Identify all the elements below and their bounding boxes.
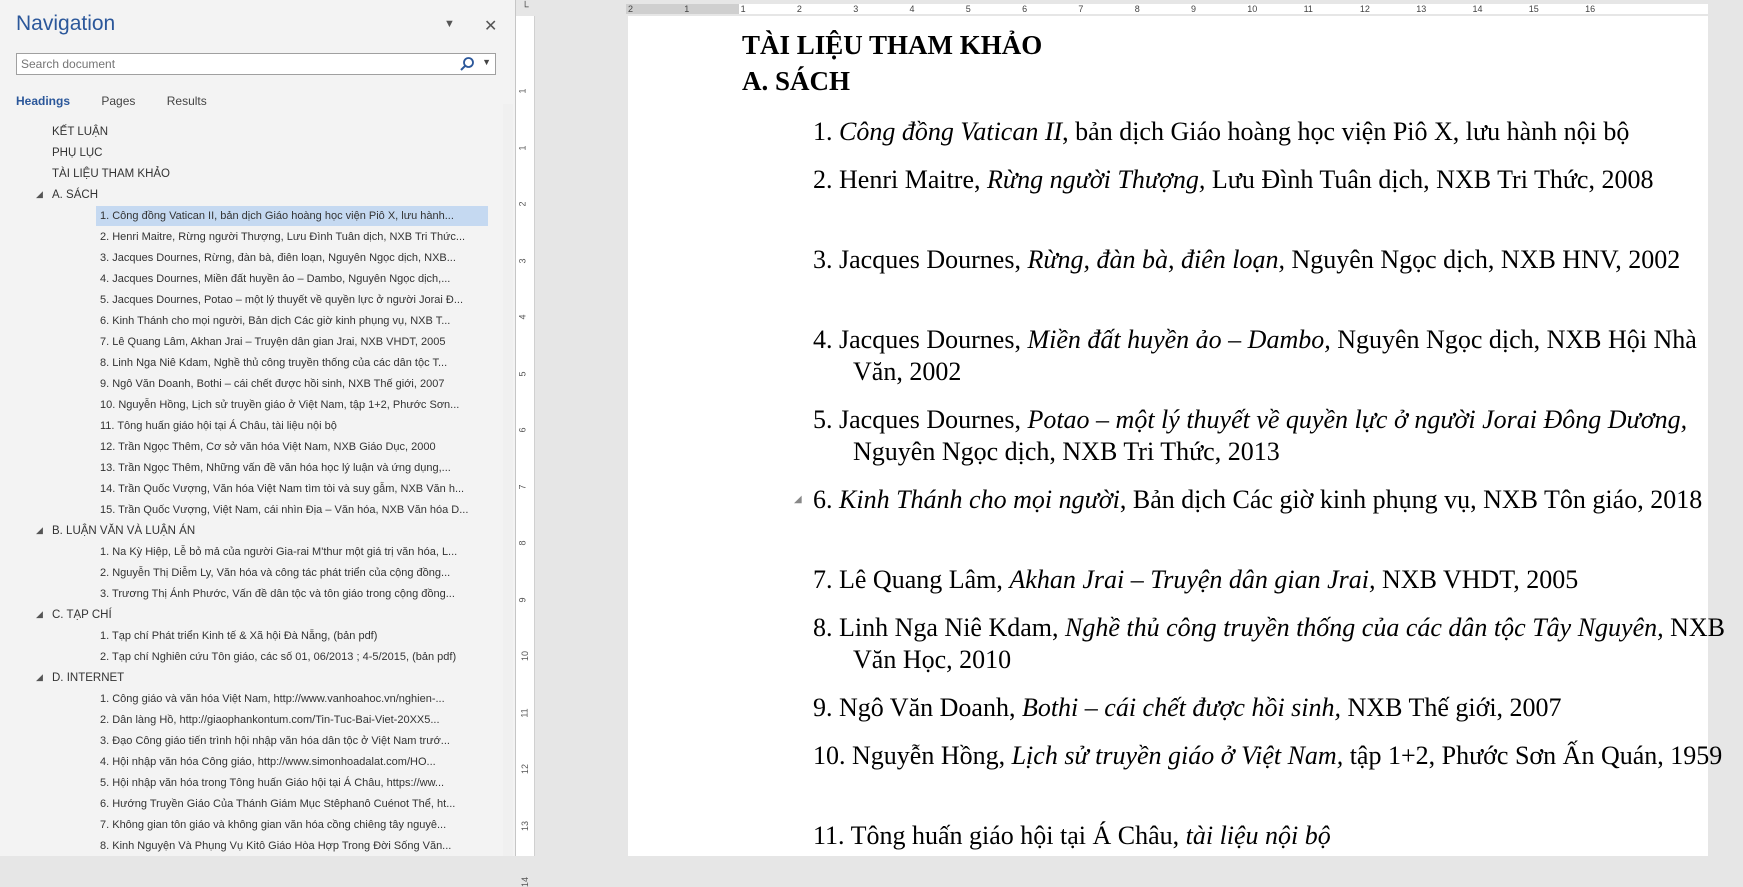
- nav-subheading-item[interactable]: 3. Đạo Công giáo tiến trình hội nhập văn hóa dân tộc ở Việt Nam trướ...: [100, 735, 450, 747]
- ruler-tick-label: 16: [1585, 4, 1596, 14]
- nav-subheading-item[interactable]: 11. Tông huấn giáo hội tại Á Châu, tài liệu nội bộ: [100, 420, 337, 432]
- nav-subheading-item[interactable]: 7. Không gian tôn giáo và không gian văn hóa cồng chiêng tây nguyê...: [100, 819, 447, 831]
- reference-entry: [813, 164, 1743, 196]
- ruler-tick-label: 1: [740, 4, 746, 14]
- nav-subheading-item[interactable]: 2. Dân làng Hồ, http://giaophankontum.com/Tin-Tuc-Bai-Viet-20XX5...: [100, 714, 440, 726]
- navigation-pane: [0, 0, 516, 856]
- ruler-tick-label: 12: [1359, 4, 1370, 14]
- nav-subheading-item[interactable]: 7. Lê Quang Lâm, Akhan Jrai – Truyện dân gian Jrai, NXB VHDT, 2005: [100, 336, 446, 348]
- reference-title: Potao – một lý thuyết về quyền lực ở người Jorai Đông Dương,: [1027, 405, 1688, 434]
- ruler-text-area: [739, 4, 1708, 14]
- navigation-title: Navigation: [16, 12, 116, 35]
- reference-title: Công đồng Vatican II: [839, 117, 1063, 146]
- nav-subheading-item[interactable]: 6. Hướng Truyền Giáo Của Thánh Giám Mục Stêphanô Cuénot Thể, ht...: [100, 798, 456, 810]
- nav-subheading-item[interactable]: 10. Nguyễn Hồng, Lịch sử truyền giáo ở Việt Nam, tập 1+2, Phước Sơn...: [100, 399, 460, 411]
- ruler-tick-label: 4: [909, 4, 915, 14]
- reference-text: NXB VHDT, 2005: [1375, 565, 1579, 594]
- nav-subheading-item[interactable]: 13. Trần Ngọc Thêm, Những vấn đề văn hóa học lý luận và ứng dụng,...: [100, 462, 451, 474]
- nav-heading-item[interactable]: A. SÁCH: [52, 189, 99, 201]
- reference-text: 10. Nguyễn Hồng,: [813, 741, 1012, 770]
- nav-scrollbar[interactable]: [503, 104, 513, 856]
- heading-books: A. SÁCH: [742, 66, 851, 96]
- ruler-tick-label: 2: [796, 4, 802, 14]
- ruler-tick-label: 3: [853, 4, 859, 14]
- reference-entry: [813, 244, 1743, 276]
- ruler-tick-label: 14: [520, 876, 531, 887]
- ruler-tick-label: 8: [517, 540, 528, 546]
- reference-entry: [813, 404, 1743, 468]
- nav-heading-item[interactable]: D. INTERNET: [52, 672, 125, 684]
- pane-options-icon[interactable]: ▼: [444, 18, 455, 30]
- nav-heading-item[interactable]: B. LUẬN VĂN VÀ LUẬN ÁN: [52, 525, 196, 537]
- ruler-tick-label: 11: [519, 707, 530, 718]
- reference-title: Kinh Thánh cho mọi người: [839, 485, 1120, 514]
- reference-entry: [813, 324, 1743, 388]
- reference-entry: [813, 740, 1743, 772]
- reference-title: Rừng, đàn bà, điên loạn,: [1027, 245, 1286, 274]
- nav-subheading-item[interactable]: 12. Trần Ngọc Thêm, Cơ sở văn hóa Việt Nam, NXB Giáo Dục, 2000: [100, 441, 436, 453]
- nav-heading-item[interactable]: C. TẠP CHÍ: [52, 609, 112, 621]
- tab-results[interactable]: Results: [166, 94, 207, 108]
- ruler-margin: [626, 4, 739, 14]
- expand-collapse-icon[interactable]: ◢: [36, 189, 43, 199]
- ruler-tick-label: 13: [1416, 4, 1427, 14]
- reference-text: , Bản dịch Các giờ kinh phụng vụ, NXB Tôn giáo, 2018: [1119, 485, 1703, 514]
- heading-references: TÀI LIỆU THAM KHẢO: [742, 30, 1043, 60]
- reference-text: 6.: [813, 485, 839, 514]
- ruler-tick-label: 2: [517, 201, 528, 207]
- reference-title: Miền đất huyền ảo – Dambo,: [1027, 325, 1331, 354]
- reference-text: 7. Lê Quang Lâm,: [813, 565, 1010, 594]
- nav-subheading-item[interactable]: 2. Henri Maitre, Rừng người Thượng, Lưu Đình Tuân dịch, NXB Tri Thức...: [100, 231, 466, 243]
- nav-subheading-item[interactable]: 3. Jacques Dournes, Rừng, đàn bà, điên loạn, Nguyên Ngọc dịch, NXB...: [100, 252, 456, 264]
- nav-subheading-item[interactable]: 8. Linh Nga Niê Kdam, Nghề thủ công truyền thống của các dân tộc T...: [100, 357, 448, 369]
- nav-subheading-item[interactable]: 2. Tạp chí Nghiên cứu Tôn giáo, các số 01, 06/2013 ; 4-5/2015, (bản pdf): [100, 651, 457, 663]
- reference-entry: [813, 612, 1743, 676]
- reference-title: Lịch sử truyền giáo ở Việt Nam,: [1011, 741, 1344, 770]
- reference-entry: [813, 116, 1743, 148]
- reference-text: , bản dịch Giáo hoàng học viện Piô X, lưu hành nội bộ: [1062, 117, 1630, 146]
- reference-text: 1.: [813, 117, 839, 146]
- nav-subheading-item[interactable]: 14. Trần Quốc Vượng, Văn hóa Việt Nam tìm tòi và suy gẫm, NXB Văn h...: [100, 483, 465, 495]
- expand-collapse-icon[interactable]: ◢: [36, 609, 43, 619]
- nav-subheading-item[interactable]: 1. Na Kỳ Hiệp, Lễ bỏ mả của người Gia-rai M'thur một giá trị văn hóa, L...: [100, 546, 458, 558]
- ruler-tick-label: 14: [1472, 4, 1483, 14]
- nav-subheading-item[interactable]: 9. Ngô Văn Doanh, Bothi – cái chết được hồi sinh, NXB Thế giới, 2007: [100, 378, 445, 390]
- reference-text: 5. Jacques Dournes,: [813, 405, 1028, 434]
- expand-collapse-icon[interactable]: ◢: [36, 672, 43, 682]
- nav-subheading-item[interactable]: 1. Công đồng Vatican II, bản dịch Giáo hoàng học viện Piô X, lưu hành...: [96, 206, 488, 226]
- reference-text: 11. Tông huấn giáo hội tại Á Châu,: [813, 821, 1186, 850]
- ruler-tick-label: 6: [517, 427, 528, 433]
- search-box[interactable]: [16, 53, 496, 75]
- ruler-tick-label: 1: [517, 144, 528, 151]
- ruler-tick-label: 1: [684, 4, 690, 14]
- reference-text: 8. Linh Nga Niê Kdam,: [813, 613, 1066, 642]
- nav-subheading-item[interactable]: 15. Trần Quốc Vượng, Việt Nam, cái nhìn Địa – Văn hóa, NXB Văn hóa D...: [100, 504, 469, 516]
- tab-selector[interactable]: └: [516, 0, 534, 16]
- nav-tabs: [16, 94, 235, 108]
- ruler-tick-label: 4: [517, 314, 528, 320]
- nav-subheading-item[interactable]: 3. Trương Thị Ánh Phước, Vấn đề dân tộc và tôn giáo trong cộng đồng...: [100, 588, 455, 600]
- search-dropdown-icon[interactable]: ▼: [482, 57, 491, 67]
- vertical-ruler[interactable]: [516, 16, 535, 887]
- reference-title: Rừng người Thượng,: [987, 165, 1206, 194]
- nav-subheading-item[interactable]: 4. Hội nhập văn hóa Công giáo, http://www.simonhoadalat.com/HO...: [100, 756, 436, 768]
- ruler-tick-label: 9: [1191, 4, 1197, 14]
- reference-text: tập 1+2, Phước Sơn Ấn Quán, 1959: [1343, 741, 1723, 770]
- reference-title: Nghề thủ công truyền thống của các dân tộc Tây Nguyên,: [1065, 613, 1664, 642]
- ruler-tick-label: 13: [520, 820, 531, 831]
- nav-subheading-item[interactable]: 5. Jacques Dournes, Potao – một lý thuyết về quyền lực ở người Jorai Đ...: [100, 294, 463, 306]
- ruler-tick-label: 5: [517, 370, 528, 377]
- ruler-tick-label: 1: [517, 88, 528, 94]
- reference-text: NXB Thế giới, 2007: [1341, 693, 1562, 722]
- nav-subheading-item[interactable]: 4. Jacques Dournes, Miền đất huyền ảo – Dambo, Nguyên Ngọc dịch,...: [100, 273, 451, 285]
- ruler-tick-label: 10: [520, 650, 531, 662]
- nav-heading-item[interactable]: KẾT LUẬN: [52, 126, 109, 138]
- reference-title: tài liệu nội bộ: [1185, 821, 1331, 850]
- reference-text: 4. Jacques Dournes,: [813, 325, 1028, 354]
- reference-text: Nguyên Ngọc dịch, NXB HNV, 2002: [1285, 245, 1681, 274]
- reference-entry: [813, 820, 1743, 852]
- nav-heading-item[interactable]: PHỤ LỤC: [52, 147, 103, 159]
- close-icon[interactable]: ✕: [484, 18, 498, 35]
- tab-pages[interactable]: Pages: [101, 94, 136, 108]
- reference-text: Nguyên Ngọc dịch, NXB Hội Nhà Văn, 2002: [853, 325, 1697, 386]
- ruler-tick-label: 12: [520, 763, 531, 775]
- reference-text: 2. Henri Maitre,: [813, 165, 988, 194]
- ruler-tick-label: 2: [628, 4, 634, 14]
- nav-subheading-item[interactable]: 5. Hội nhập văn hóa trong Tông huấn Giáo hội tại Á Châu, https://ww...: [100, 777, 445, 789]
- reference-text: NXB Văn Học, 2010: [853, 613, 1726, 674]
- reference-text: Nguyên Ngọc dịch, NXB Tri Thức, 2013: [853, 437, 1280, 466]
- reference-text: 9. Ngô Văn Doanh,: [813, 693, 1022, 722]
- collapse-heading-icon[interactable]: ◢: [794, 494, 802, 505]
- reference-entry: [813, 484, 1743, 516]
- reference-entry: [813, 564, 1743, 596]
- ruler-tick-label: 7: [1078, 4, 1084, 14]
- ruler-tick-label: 6: [1022, 4, 1028, 14]
- ruler-tick-label: 5: [965, 4, 971, 14]
- reference-title: Bothi – cái chết được hồi sinh,: [1021, 693, 1342, 722]
- nav-subheading-item[interactable]: 6. Kinh Thánh cho mọi người, Bản dịch Các giờ kinh phụng vụ, NXB T...: [100, 315, 451, 327]
- tab-headings[interactable]: Headings: [16, 94, 71, 108]
- ruler-tick-label: 11: [1303, 4, 1313, 14]
- ruler-tick-label: 10: [1247, 4, 1258, 14]
- expand-collapse-icon[interactable]: ◢: [36, 525, 43, 535]
- horizontal-ruler[interactable]: [534, 0, 1708, 16]
- nav-heading-item[interactable]: TÀI LIỆU THAM KHẢO: [52, 168, 171, 180]
- nav-subheading-item[interactable]: 1. Tạp chí Phát triển Kinh tế & Xã hội Đà Nẵng, (bản pdf): [100, 630, 378, 642]
- ruler-tick-label: 9: [517, 596, 528, 603]
- reference-title: Akhan Jrai – Truyện dân gian Jrai,: [1009, 565, 1376, 594]
- ruler-tick-label: 3: [517, 257, 528, 264]
- reference-entry: [813, 692, 1743, 724]
- nav-subheading-item[interactable]: 1. Công giáo và văn hóa Việt Nam, http://www.vanhoahoc.vn/nghien-...: [100, 693, 445, 705]
- ruler-tick-label: 15: [1528, 4, 1539, 14]
- ruler-tick-label: 7: [517, 483, 528, 490]
- nav-subheading-item[interactable]: 8. Kinh Nguyện Và Phụng Vụ Kitô Giáo Hòa Hợp Trong Đời Sống Văn...: [100, 840, 452, 852]
- search-icon[interactable]: [459, 56, 475, 72]
- reference-text: Lưu Đình Tuân dịch, NXB Tri Thức, 2008: [1205, 165, 1654, 194]
- document-page[interactable]: [628, 16, 1726, 856]
- search-input[interactable]: [17, 54, 465, 74]
- ruler-tick-label: 8: [1134, 4, 1140, 14]
- reference-text: 3. Jacques Dournes,: [813, 245, 1028, 274]
- nav-subheading-item[interactable]: 2. Nguyễn Thị Diễm Ly, Văn hóa và công tác phát triển của cộng đồng...: [100, 567, 451, 579]
